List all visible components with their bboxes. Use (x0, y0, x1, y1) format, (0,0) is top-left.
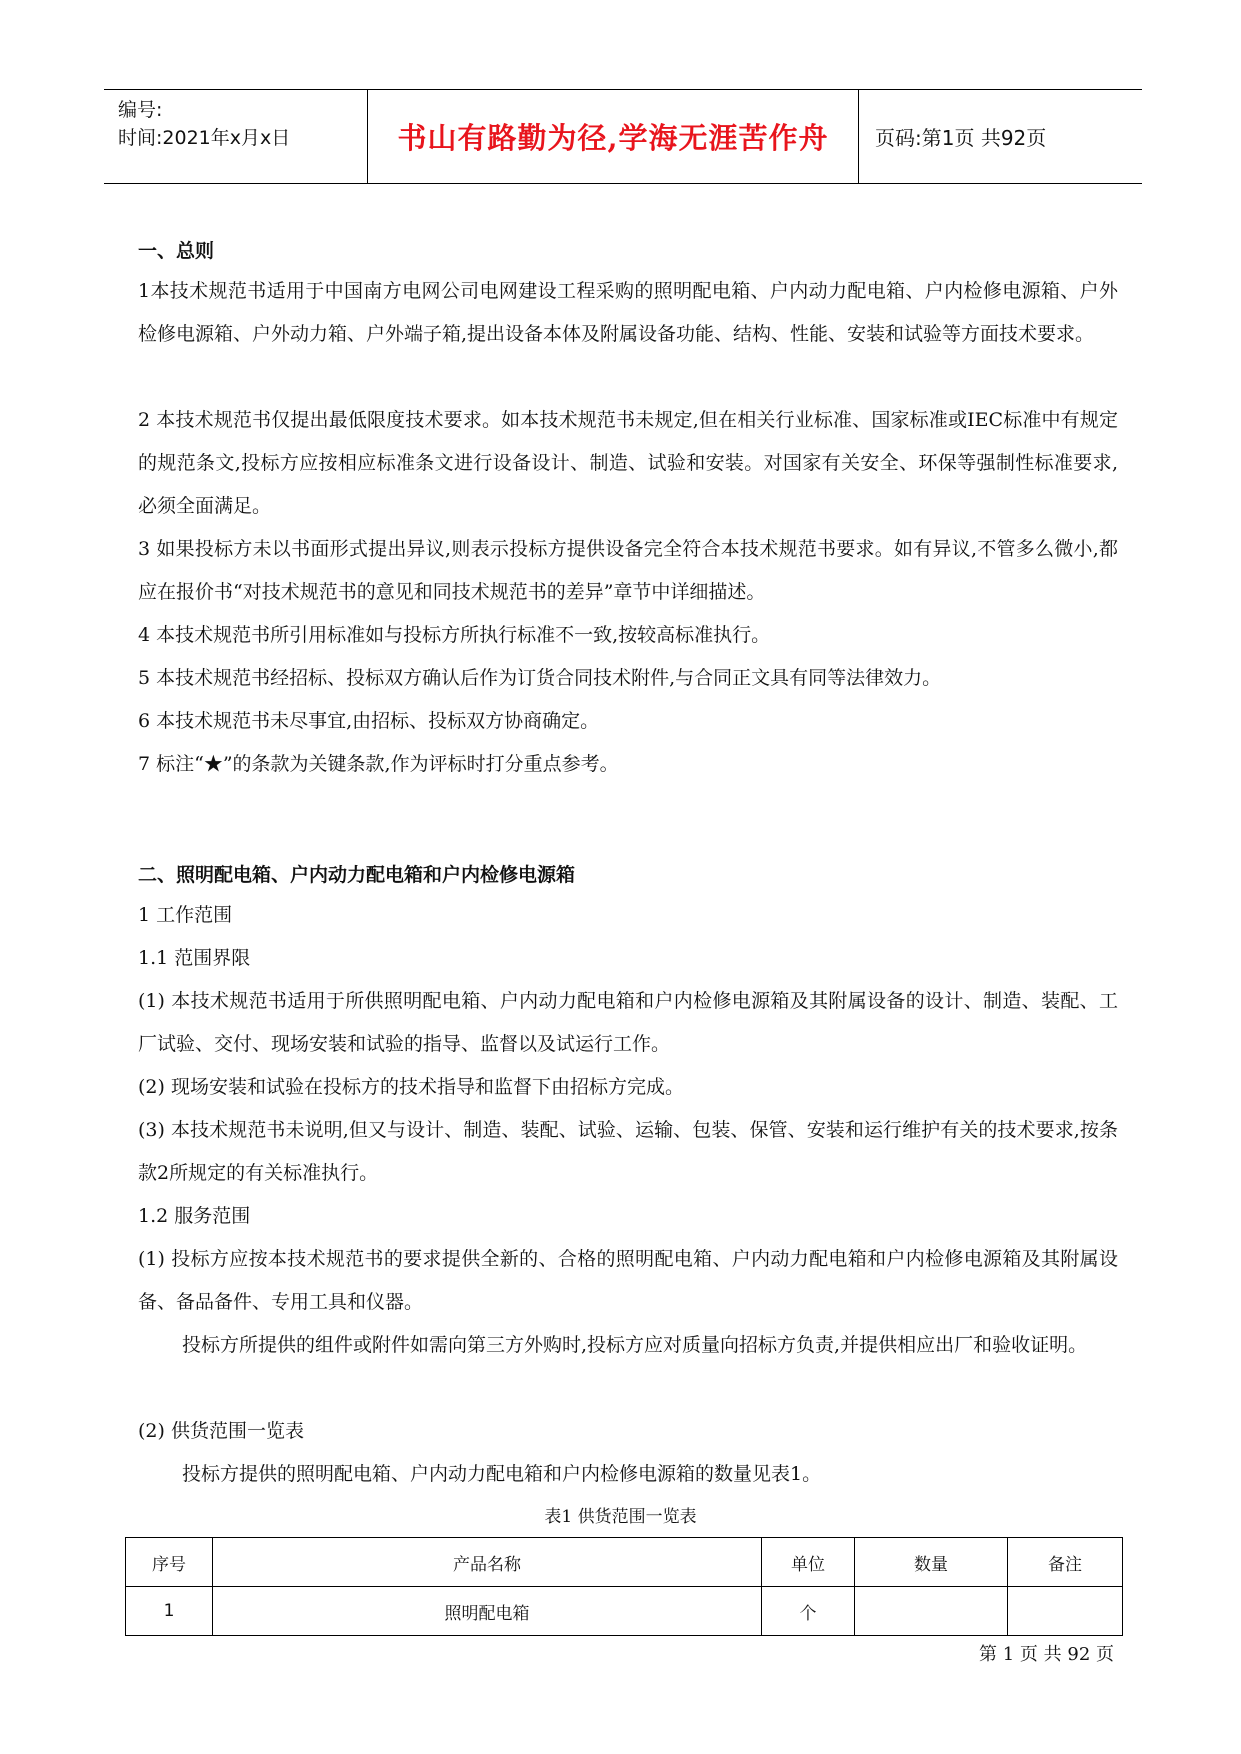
section1-title: 一、总则 (138, 240, 215, 262)
section2-line-1: 1 工作范围 (138, 904, 233, 926)
cell-product: 照明配电箱 (213, 1587, 762, 1636)
section1-para-4: 4 本技术规范书所引用标准如与投标方所执行标准不一致,按较高标准执行。 (138, 624, 771, 646)
col-header-product: 产品名称 (213, 1538, 762, 1587)
section2-title: 二、照明配电箱、户内动力配电箱和户内检修电源箱 (138, 864, 576, 886)
cell-unit: 个 (762, 1587, 855, 1636)
header-motto: 书山有路勤为径,学海无涯苦作舟 (368, 90, 859, 183)
header-page-label: 页码:第1页 共92页 (875, 126, 1047, 150)
section1-para-7: 7 标注“★”的条款为关键条款,作为评标时打分重点参考。 (138, 753, 619, 775)
section2-line-5: (3) 本技术规范书未说明,但又与设计、制造、装配、试验、运输、包装、保管、安装和运行维护有关的技术要求,按条款2所规定的有关标准执行。 (138, 1119, 1118, 1184)
col-header-index: 序号 (126, 1538, 213, 1587)
table-row (126, 1587, 1123, 1636)
cell-remark (1008, 1587, 1123, 1636)
page-footer: 第 1 页 共 92 页 (979, 1644, 1114, 1665)
section1-para-5: 5 本技术规范书经招标、投标双方确认后作为订货合同技术附件,与合同正文具有同等法律效力。 (138, 667, 942, 689)
section2-line-7: (1) 投标方应按本技术规范书的要求提供全新的、合格的照明配电箱、户内动力配电箱和户内检修电源箱及其附属设备、备品备件、专用工具和仪器。 (138, 1248, 1118, 1313)
table-header-row (126, 1538, 1123, 1587)
section1-para-2: 2 本技术规范书仅提出最低限度技术要求。如本技术规范书未规定,但在相关行业标准、国家标准或IEC标准中有规定的规范条文,投标方应按相应标准条文进行设备设计、制造、试验和安装。对国家有关安全、环保等强制性标准要求,必须全面满足。 (138, 409, 1118, 517)
doc-time-label: 时间:2021年x月x日 (118, 127, 291, 149)
cell-quantity (855, 1587, 1008, 1636)
cell-index: 1 (126, 1587, 213, 1636)
section1-para-3: 3 如果投标方未以书面形式提出异议,则表示投标方提供设备完全符合本技术规范书要求。如有异议,不管多么微小,都应在报价书“对技术规范书的意见和同技术规范书的差异”章节中详细描述。 (138, 538, 1118, 603)
section2-line-4: (2) 现场安装和试验在投标方的技术指导和监督下由招标方完成。 (138, 1076, 684, 1098)
section2-line-10: 投标方提供的照明配电箱、户内动力配电箱和户内检修电源箱的数量见表1。 (182, 1463, 822, 1485)
section2-line-8: 投标方所提供的组件或附件如需向第三方外购时,投标方应对质量向招标方负责,并提供相应出厂和验收证明。 (182, 1334, 1088, 1356)
section1-para-1: 1本技术规范书适用于中国南方电网公司电网建设工程采购的照明配电箱、户内动力配电箱、户内检修电源箱、户外检修电源箱、户外动力箱、户外端子箱,提出设备本体及附属设备功能、结构、性能、安装和试验等方面技术要求。 (138, 280, 1118, 345)
section2-line-6: 1.2 服务范围 (138, 1205, 251, 1227)
header-meta (104, 90, 368, 183)
section2-line-2: 1.1 范围界限 (138, 947, 251, 969)
col-header-quantity: 数量 (855, 1538, 1008, 1587)
section2-line-3: (1) 本技术规范书适用于所供照明配电箱、户内动力配电箱和户内检修电源箱及其附属设备的设计、制造、装配、工厂试验、交付、现场安装和试验的指导、监督以及试运行工作。 (138, 990, 1118, 1055)
document-header (104, 89, 1142, 184)
col-header-remark: 备注 (1008, 1538, 1123, 1587)
table-caption: 表1 供货范围一览表 (544, 1507, 697, 1527)
supply-table (125, 1537, 1123, 1636)
section2-line-9: (2) 供货范围一览表 (138, 1420, 304, 1442)
section1-para-6: 6 本技术规范书未尽事宜,由招标、投标双方协商确定。 (138, 710, 600, 732)
col-header-unit: 单位 (762, 1538, 855, 1587)
doc-number-label: 编号: (118, 99, 163, 121)
